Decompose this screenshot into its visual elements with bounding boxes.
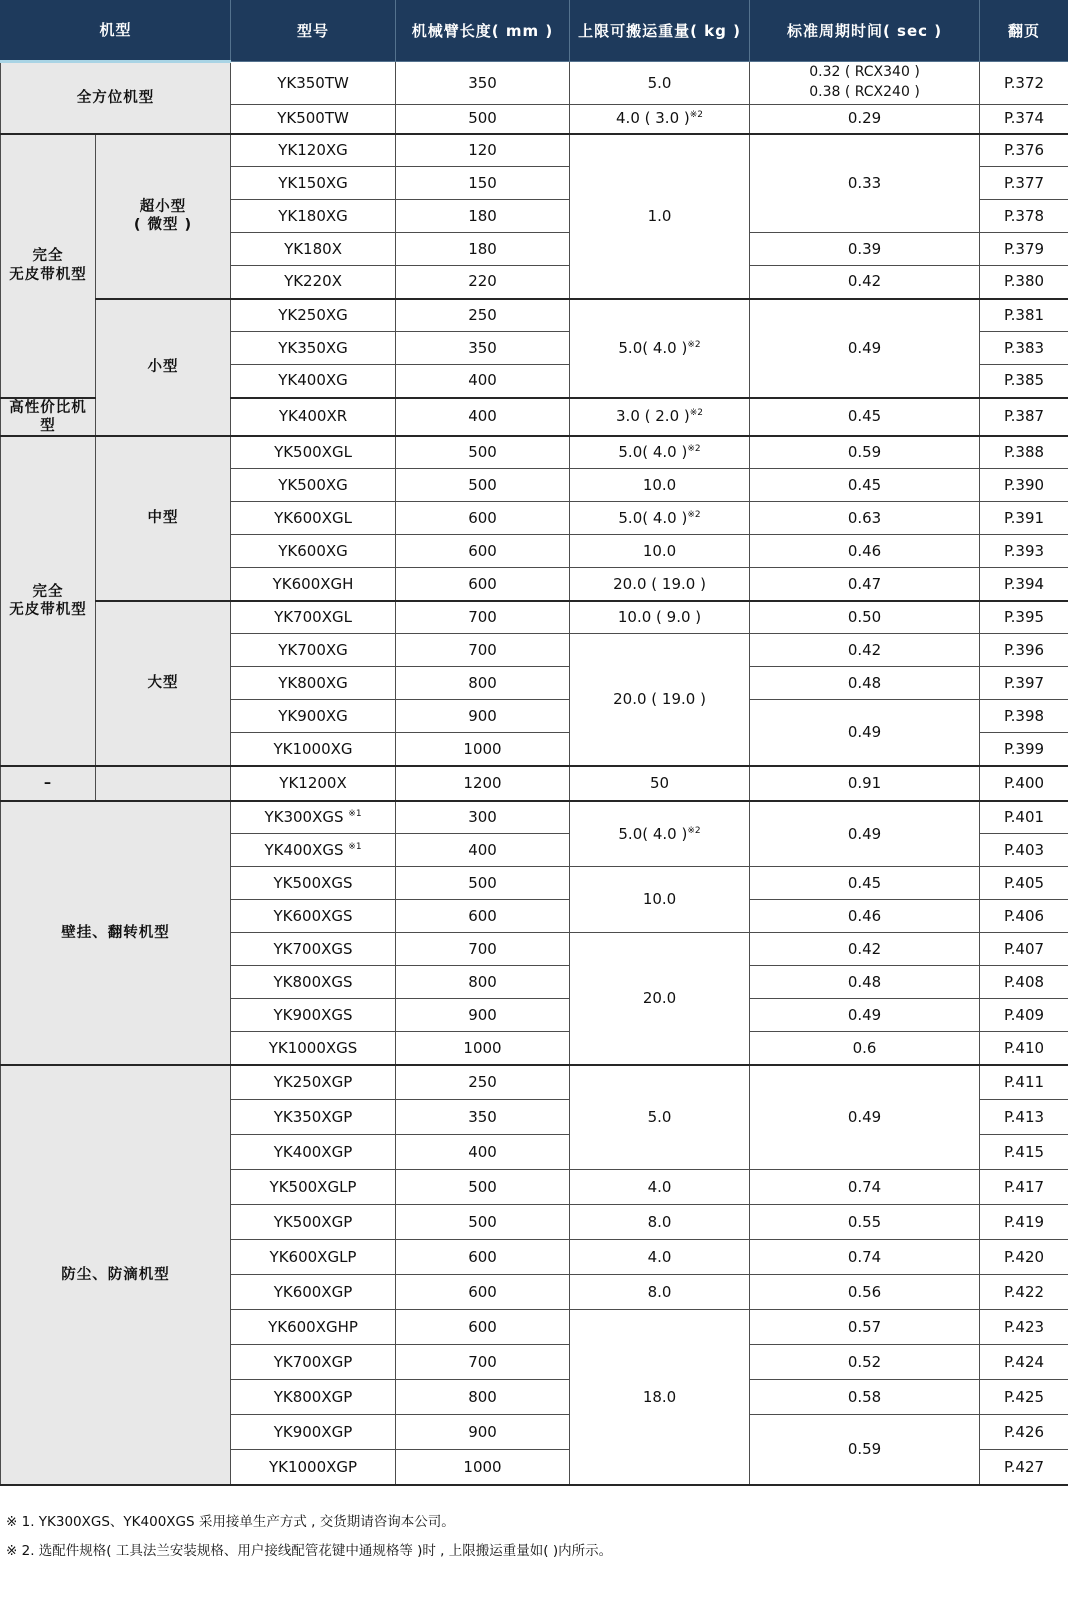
category-cell-beltless: [1, 134, 96, 398]
page-cell: P.390: [980, 469, 1068, 502]
arm-length-cell: 500: [396, 436, 570, 469]
footnote-2: ※ 2. 选配件规格( 工具法兰安装规格、用户接线配管花键中通规格等 )时 , 上限搬运重量如( )内所示。: [6, 1543, 613, 1560]
page-cell: P.391: [980, 502, 1068, 535]
cycle-time-cell: 0.39: [750, 233, 980, 266]
model-cell: YK600XGH: [231, 568, 396, 601]
table-row: [1, 436, 1068, 469]
model-note-marker: ※1: [348, 809, 362, 820]
arm-length-cell: 600: [396, 535, 570, 568]
category-line2: 无皮带机型: [9, 601, 87, 618]
model-cell: YK500XGLP: [231, 1170, 396, 1205]
page-cell: P.399: [980, 733, 1068, 766]
model-cell: YK350TW: [231, 62, 396, 105]
arm-length-cell: 350: [396, 62, 570, 105]
arm-length-cell: 300: [396, 801, 570, 834]
cycle-time-cell: 0.48: [750, 667, 980, 700]
cycle-time-cell: 0.49: [750, 999, 980, 1032]
subcategory-cell-ultra-small: [96, 134, 231, 299]
page-cell: P.374: [980, 105, 1068, 134]
model-cell: YK800XGS: [231, 966, 396, 999]
category-cell-dash: –: [1, 766, 96, 801]
model-cell: [231, 801, 396, 834]
page-cell: P.385: [980, 365, 1068, 398]
arm-length-cell: 180: [396, 200, 570, 233]
header-row: [1, 1, 1068, 62]
model-cell: YK700XGL: [231, 601, 396, 634]
payload-cell: 4.0: [570, 1170, 750, 1205]
payload-cell: 8.0: [570, 1275, 750, 1310]
category-cell-cost-effective: 高性价比机型: [1, 398, 96, 436]
payload-text: 5.0( 4.0 ): [618, 443, 688, 462]
table-row: [1, 801, 1068, 834]
page-cell: P.427: [980, 1450, 1068, 1485]
model-cell: YK500XGS: [231, 867, 396, 900]
arm-length-cell: 180: [396, 233, 570, 266]
model-cell: YK1000XGP: [231, 1450, 396, 1485]
payload-cell: [570, 801, 750, 867]
model-text: YK400XGS: [264, 840, 344, 859]
cycle-time-cell: 0.59: [750, 1415, 980, 1485]
arm-length-cell: 350: [396, 332, 570, 365]
arm-length-cell: 600: [396, 1240, 570, 1275]
cycle-time-cell: 0.63: [750, 502, 980, 535]
model-cell: YK180X: [231, 233, 396, 266]
cycle-time-cell: 0.42: [750, 933, 980, 966]
model-cell: YK400XGP: [231, 1135, 396, 1170]
arm-length-cell: 220: [396, 266, 570, 299]
model-cell: YK600XGP: [231, 1275, 396, 1310]
arm-length-cell: 800: [396, 1380, 570, 1415]
page-cell: P.411: [980, 1065, 1068, 1100]
cycle-time-cell: 0.91: [750, 766, 980, 801]
cycle-time-cell: 0.6: [750, 1032, 980, 1065]
cycle-time-cell: 0.56: [750, 1275, 980, 1310]
model-cell: YK600XGL: [231, 502, 396, 535]
payload-cell: 10.0: [570, 469, 750, 502]
arm-length-cell: 800: [396, 966, 570, 999]
category-line1: 完全: [32, 583, 64, 600]
page-cell: P.379: [980, 233, 1068, 266]
payload-cell: 10.0 ( 9.0 ): [570, 601, 750, 634]
page-cell: P.403: [980, 834, 1068, 867]
page-cell: P.388: [980, 436, 1068, 469]
page-cell: P.419: [980, 1205, 1068, 1240]
cycle-time-cell: 0.47: [750, 568, 980, 601]
model-cell: YK1000XGS: [231, 1032, 396, 1065]
model-cell: YK500XG: [231, 469, 396, 502]
page-cell: P.396: [980, 634, 1068, 667]
cycle-line2: 0.38 ( RCX240 ): [809, 84, 920, 100]
cycle-time-cell: 0.49: [750, 801, 980, 867]
model-cell: YK900XGS: [231, 999, 396, 1032]
page-cell: P.409: [980, 999, 1068, 1032]
cycle-time-cell: 0.58: [750, 1380, 980, 1415]
cycle-time-cell: [750, 62, 980, 105]
cycle-time-cell: 0.29: [750, 105, 980, 134]
header-model: 型号: [231, 1, 396, 62]
page-cell: P.405: [980, 867, 1068, 900]
page-cell: P.394: [980, 568, 1068, 601]
cycle-time-cell: 0.59: [750, 436, 980, 469]
cycle-time-cell: 0.74: [750, 1170, 980, 1205]
arm-length-cell: 600: [396, 900, 570, 933]
cycle-time-cell: 0.49: [750, 700, 980, 766]
payload-cell: 8.0: [570, 1205, 750, 1240]
page-cell: P.417: [980, 1170, 1068, 1205]
model-cell: YK250XG: [231, 299, 396, 332]
cycle-time-cell: 0.45: [750, 469, 980, 502]
arm-length-cell: 700: [396, 634, 570, 667]
payload-cell: 5.0: [570, 62, 750, 105]
payload-note-marker: ※2: [687, 825, 701, 836]
page-cell: P.424: [980, 1345, 1068, 1380]
page-cell: P.393: [980, 535, 1068, 568]
cycle-time-cell: 0.52: [750, 1345, 980, 1380]
arm-length-cell: 1000: [396, 1450, 570, 1485]
page-cell: P.420: [980, 1240, 1068, 1275]
model-cell: YK120XG: [231, 134, 396, 167]
payload-note-marker: ※2: [689, 408, 704, 419]
cycle-time-cell: 0.49: [750, 1065, 980, 1170]
model-cell: YK180XG: [231, 200, 396, 233]
arm-length-cell: 1200: [396, 766, 570, 801]
cycle-line1: 0.32 ( RCX340 ): [809, 64, 920, 81]
arm-length-cell: 600: [396, 502, 570, 535]
header-machine-type: 机型: [1, 1, 231, 62]
model-cell: YK800XG: [231, 667, 396, 700]
subcategory-line2: ( 微型 ): [133, 217, 193, 233]
arm-length-cell: 900: [396, 1415, 570, 1450]
model-cell: YK350XGP: [231, 1100, 396, 1135]
category-cell-wall-invert: 壁挂、翻转机型: [1, 801, 231, 1065]
model-cell: YK350XG: [231, 332, 396, 365]
arm-length-cell: 800: [396, 667, 570, 700]
payload-text: 5.0( 4.0 ): [618, 508, 688, 527]
page-cell: P.426: [980, 1415, 1068, 1450]
payload-cell: 1.0: [570, 134, 750, 299]
arm-length-cell: 700: [396, 933, 570, 966]
model-cell: YK600XGLP: [231, 1240, 396, 1275]
arm-length-cell: 500: [396, 1205, 570, 1240]
page-cell: P.410: [980, 1032, 1068, 1065]
payload-cell: [570, 398, 750, 436]
category-line1: 完全: [32, 248, 64, 265]
payload-cell: 50: [570, 766, 750, 801]
arm-length-cell: 400: [396, 1135, 570, 1170]
arm-length-cell: 900: [396, 700, 570, 733]
payload-cell: [570, 105, 750, 134]
cycle-time-cell: 0.55: [750, 1205, 980, 1240]
arm-length-cell: 350: [396, 1100, 570, 1135]
header-cycle-time: 标准周期时间( sec ): [750, 1, 980, 62]
cycle-time-cell: 0.57: [750, 1310, 980, 1345]
category-cell-dust-drip: 防尘、防滴机型: [1, 1065, 231, 1485]
payload-note-marker: ※2: [687, 444, 701, 455]
model-text: YK300XGS: [264, 808, 344, 827]
model-cell: YK150XG: [231, 167, 396, 200]
subcategory-line1: 超小型: [139, 198, 187, 215]
arm-length-cell: 1000: [396, 1032, 570, 1065]
cycle-time-cell: 0.42: [750, 266, 980, 299]
model-note-marker: ※1: [348, 841, 362, 852]
payload-cell: [570, 436, 750, 469]
model-cell: YK400XR: [231, 398, 396, 436]
page-cell: P.395: [980, 601, 1068, 634]
payload-text: 5.0( 4.0 ): [618, 338, 688, 357]
header-page: 翻页: [980, 1, 1068, 62]
header-payload: 上限可搬运重量( kg ): [570, 1, 750, 62]
table-row: [1, 299, 1068, 332]
footnotes: [6, 1508, 1068, 1567]
model-cell: YK900XG: [231, 700, 396, 733]
model-cell: YK700XGS: [231, 933, 396, 966]
cycle-time-cell: 0.45: [750, 867, 980, 900]
model-cell: YK900XGP: [231, 1415, 396, 1450]
arm-length-cell: 700: [396, 1345, 570, 1380]
payload-cell: 20.0 ( 19.0 ): [570, 634, 750, 766]
arm-length-cell: 600: [396, 1310, 570, 1345]
arm-length-cell: 250: [396, 299, 570, 332]
arm-length-cell: 400: [396, 834, 570, 867]
cycle-time-cell: 0.50: [750, 601, 980, 634]
page-cell: P.413: [980, 1100, 1068, 1135]
cycle-time-cell: 0.46: [750, 900, 980, 933]
arm-length-cell: 600: [396, 1275, 570, 1310]
page-cell: P.380: [980, 266, 1068, 299]
arm-length-cell: 600: [396, 568, 570, 601]
model-cell: YK250XGP: [231, 1065, 396, 1100]
cycle-time-cell: 0.45: [750, 398, 980, 436]
page-cell: P.397: [980, 667, 1068, 700]
arm-length-cell: 500: [396, 867, 570, 900]
model-cell: YK1200X: [231, 766, 396, 801]
model-cell: YK700XG: [231, 634, 396, 667]
payload-cell: 4.0: [570, 1240, 750, 1275]
page-cell: P.387: [980, 398, 1068, 436]
payload-cell: 18.0: [570, 1310, 750, 1485]
page-cell: P.383: [980, 332, 1068, 365]
arm-length-cell: 400: [396, 398, 570, 436]
payload-cell: 20.0 ( 19.0 ): [570, 568, 750, 601]
page-cell: P.376: [980, 134, 1068, 167]
payload-text: 3.0 ( 2.0 ): [616, 407, 690, 426]
arm-length-cell: 250: [396, 1065, 570, 1100]
payload-text: 5.0( 4.0 ): [618, 824, 688, 843]
subcategory-cell-small: 小型: [96, 299, 231, 436]
payload-cell: 10.0: [570, 867, 750, 933]
payload-cell: [570, 502, 750, 535]
payload-text: 4.0 ( 3.0 ): [616, 109, 690, 128]
model-cell: YK1000XG: [231, 733, 396, 766]
table-row: [1, 766, 1068, 801]
arm-length-cell: 500: [396, 469, 570, 502]
arm-length-cell: 1000: [396, 733, 570, 766]
page-cell: P.372: [980, 62, 1068, 105]
model-cell: YK600XGHP: [231, 1310, 396, 1345]
arm-length-cell: 500: [396, 1170, 570, 1205]
table-row: [1, 62, 1068, 105]
payload-note-marker: ※2: [689, 110, 704, 121]
cycle-time-cell: 0.49: [750, 299, 980, 398]
arm-length-cell: 500: [396, 105, 570, 134]
page-cell: P.377: [980, 167, 1068, 200]
page-cell: P.381: [980, 299, 1068, 332]
category-cell-omni: 全方位机型: [1, 62, 231, 134]
category-cell-beltless-2: [1, 436, 96, 766]
model-cell: YK600XGS: [231, 900, 396, 933]
page-cell: P.408: [980, 966, 1068, 999]
page-cell: P.423: [980, 1310, 1068, 1345]
page-cell: P.425: [980, 1380, 1068, 1415]
table-row: [1, 1065, 1068, 1100]
subcategory-cell-large: 大型: [96, 601, 231, 766]
model-cell: YK800XGP: [231, 1380, 396, 1415]
page-cell: P.378: [980, 200, 1068, 233]
category-line2: 无皮带机型: [9, 266, 87, 283]
payload-cell: 20.0: [570, 933, 750, 1065]
page-cell: P.400: [980, 766, 1068, 801]
model-cell: YK400XG: [231, 365, 396, 398]
header-arm-length: 机械臂长度( mm ): [396, 1, 570, 62]
cycle-time-cell: 0.48: [750, 966, 980, 999]
model-cell: YK600XG: [231, 535, 396, 568]
cycle-time-cell: 0.74: [750, 1240, 980, 1275]
payload-cell: 10.0: [570, 535, 750, 568]
model-cell: YK500XGL: [231, 436, 396, 469]
model-cell: YK220X: [231, 266, 396, 299]
payload-note-marker: ※2: [687, 509, 701, 520]
model-cell: [231, 834, 396, 867]
arm-length-cell: 400: [396, 365, 570, 398]
cycle-time-cell: 0.42: [750, 634, 980, 667]
subcategory-cell-medium: 中型: [96, 436, 231, 601]
model-cell: YK500XGP: [231, 1205, 396, 1240]
arm-length-cell: 900: [396, 999, 570, 1032]
page-cell: P.415: [980, 1135, 1068, 1170]
model-cell: YK700XGP: [231, 1345, 396, 1380]
subcategory-cell-empty: [96, 766, 231, 801]
cycle-time-cell: 0.33: [750, 134, 980, 233]
page-cell: P.407: [980, 933, 1068, 966]
page-cell: P.422: [980, 1275, 1068, 1310]
payload-cell: 5.0: [570, 1065, 750, 1170]
arm-length-cell: 120: [396, 134, 570, 167]
page-cell: P.401: [980, 801, 1068, 834]
footnote-1: ※ 1. YK300XGS、YK400XGS 采用接单生产方式 , 交货期请咨询本公司。: [6, 1513, 455, 1530]
arm-length-cell: 150: [396, 167, 570, 200]
page-cell: P.406: [980, 900, 1068, 933]
arm-length-cell: 700: [396, 601, 570, 634]
model-cell: YK500TW: [231, 105, 396, 134]
table-row: [1, 601, 1068, 634]
page-cell: P.398: [980, 700, 1068, 733]
cycle-time-cell: 0.46: [750, 535, 980, 568]
table-row: [1, 134, 1068, 167]
payload-cell: [570, 299, 750, 398]
payload-note-marker: ※2: [687, 339, 701, 350]
